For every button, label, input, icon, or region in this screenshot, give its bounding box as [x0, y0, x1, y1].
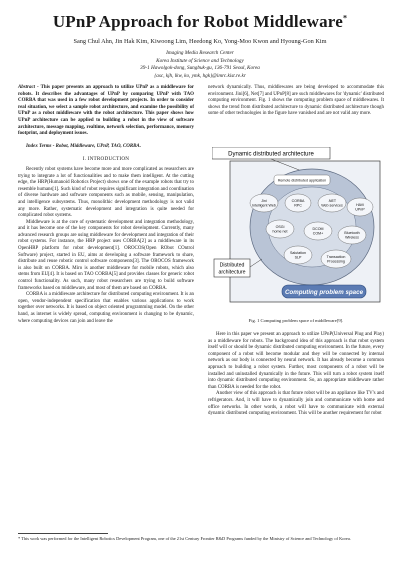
title-footnote-mark: * [342, 13, 348, 23]
figure-node-sub: COM+ [312, 231, 324, 236]
right-paragraph: Another view of this approach is that future robot will be an appliance like TV's and refrigerators. And, it will have to dynamically join and communicate with home and office networks. In other words, a robot will have to communicate with external dynamic distributed computing environment. This will be another requirement for robot [208, 391, 384, 417]
figure-node-sub: Wireless [345, 235, 359, 240]
index-terms: Index Terms - Robot, Middleware, UPnP, TAO, CORBA. [26, 143, 141, 149]
affiliation-line: Imaging Media Research Center [166, 50, 234, 56]
figure-caption: Fig. 1 Computing problem space of middleware[9]. [248, 318, 344, 323]
figure-node-sub: Intelligent Web [252, 203, 276, 208]
figure-banner-text: Computing problem space [284, 289, 364, 296]
intro-paragraph: Recently robot systems have become more and more complicated as researchers are trying to integrate a lot of functionalities and to make them intelligent. At the cutting edge, the HRP(Humanoid Robotics Project) shows one of the example robots that try to resemble humans[1]. Such kind of robot requires significant integration and coordination of diverse hardware and software components such as mobile, sensing, manipulation, and intelligence subsystems. Thus, monolithic development methodology is not valid any more. Rather, systematic development and integration is quite needed for complicated robot systems. [18, 166, 194, 219]
figure-node-sub: SLP [294, 255, 302, 260]
figure-node-sub: Processing [327, 259, 345, 264]
right-paragraph: Here in this paper we present an approach to utilize UPnP(Universal Plug and Play) as a middleware for robots. The background idea of this approach is that robot system itself will or should be dynamic distributed computing environment. In the future, every component of a robot will become modular and they will be connected by internal network as our body is connected by neural network. It has already become a common approach to building a robot system. Further, most components of a robot will be installed and uninstalled dynamically in the future. This will turn a robot system itself into dynamic distributed computing environment. So, an appropriate middleware rather than CORBA is needed for the robot. [208, 332, 384, 390]
intro-paragraph: CORBA is a middleware architecture for distributed computing environment. It is an open, vendor-independent specification that enables various applications to work together over networks. It is based on object oriented programming model. On the other hand, as internet is widely spread, computing environment is changing to be dynamic, where computing devices can join and leave the [18, 292, 194, 324]
footnote: * This work was performed for the Intelligent Robotics Development Program, one of the 21st Century Frontier R&D Programs funded by the Ministry of Science and Technology of Korea. [18, 536, 351, 541]
title-text: UPnP Approach for Robot Middleware [52, 12, 343, 31]
figure-bottom-label-line: architecture [218, 269, 246, 276]
figure-node-label: Transaction [326, 255, 346, 259]
figure-top-label: Dynamic distributed architecture [228, 151, 314, 158]
figure-bottom-label-line: Distributed [219, 262, 245, 269]
figure-node-label: HAVi [356, 203, 364, 207]
paper-title [0, 12, 400, 32]
left-column [18, 85, 194, 325]
figure-node-label: Jini [261, 199, 267, 203]
figure-node-sub: Web services [321, 203, 343, 208]
abstract-label: Abstract [18, 85, 36, 90]
right-paragraph: network dynamically. Thus, middlewares are being developed to accommodate this environment. Jini[6], Net[7] and UPnP[8] are such middlewares for 'dynamic' distributed computing environment. Fig. 1 shows the computing problem space of middlewares. It shows the trend from distributed architecture to dynamic distributed architecture though some of other technologies in the figure have vanished and are not valid any more. [208, 85, 384, 117]
intro-paragraph: Middleware is at the core of systematic development and integration methodology, and it has become one of the key components for robot development. Currently, many advanced research groups are using middleware for development and integration of their robot systems. For instance, the HRP project uses CORBA[2] as a middleware in its OpenHRP platform for robot development[1]. OROCOS(Open RObot COntrol Software) project, started in EU, aims at developing a software framework to share, distribute and reuse robotic control software components[3]. The OROCOS framework is also built on CORBA. Miro is another middleware for mobile robots, which also stems from EU[4]. It is based on TAO CORBA[5] and provides classes for generic robot control functionality. As such, many robot researchers are trying to build software frameworks based on middleware, and most of them are based on CORBA. [18, 219, 194, 291]
affiliation-line: 39-1 Hawolgok-dong, Sungbuk-gu, 136-791 Seoul, Korea [140, 65, 260, 72]
figure-node-label: DCOM [312, 227, 324, 231]
right-column-body [208, 332, 384, 418]
footnote-rule [18, 533, 108, 534]
figure-node-label: Bluetooth [344, 231, 360, 235]
affiliation-email: {asc, kjh, lkw, ko, ymk, hgk}@imrc.kist.re.kr [154, 72, 246, 79]
section-heading-introduction: I. INTRODUCTION [82, 156, 130, 163]
abstract-text: - This paper presents an approach to utilize UPnP as a middleware for robots. It describes the advantages of UPnP by comparing UPnP with TAO CORBA that was used in a few robot development projects. In order to consider real situation, we select a sample robot architecture, and examine the possibility of UPnP as a robot middleware with the robot architecture. This paper shows how UPnP architecture can be applied to building a robot in the view of software architecture, message mapping, realtime, network selection, performance, memory footprint, and deployment issues. [18, 85, 194, 137]
affiliation-line: Korea Institute of Science and Technology [156, 57, 244, 64]
figure-computing-problem-space [212, 147, 382, 310]
figure-node-sub: UPnP [355, 207, 365, 212]
figure-node-label: OSGi [275, 225, 285, 229]
figure-node-label: CORBA [291, 199, 305, 203]
figure-node-label: Salutation [290, 251, 306, 255]
figure-node-label: .NET [327, 199, 337, 203]
figure-node-sub: home net [272, 229, 288, 234]
figure-node-label: Remote distributed application [277, 178, 327, 183]
figure-node-sub: RPC [294, 203, 302, 208]
affiliation-block [0, 50, 400, 80]
abstract [18, 85, 194, 138]
author-list: Sang Chul Ahn, Jin Hak Kim, Kiwoong Lim, Heedong Ko, Yong-Moo Kwon and Hyoung-Gon Kim [73, 38, 327, 45]
right-column-top [208, 85, 384, 118]
